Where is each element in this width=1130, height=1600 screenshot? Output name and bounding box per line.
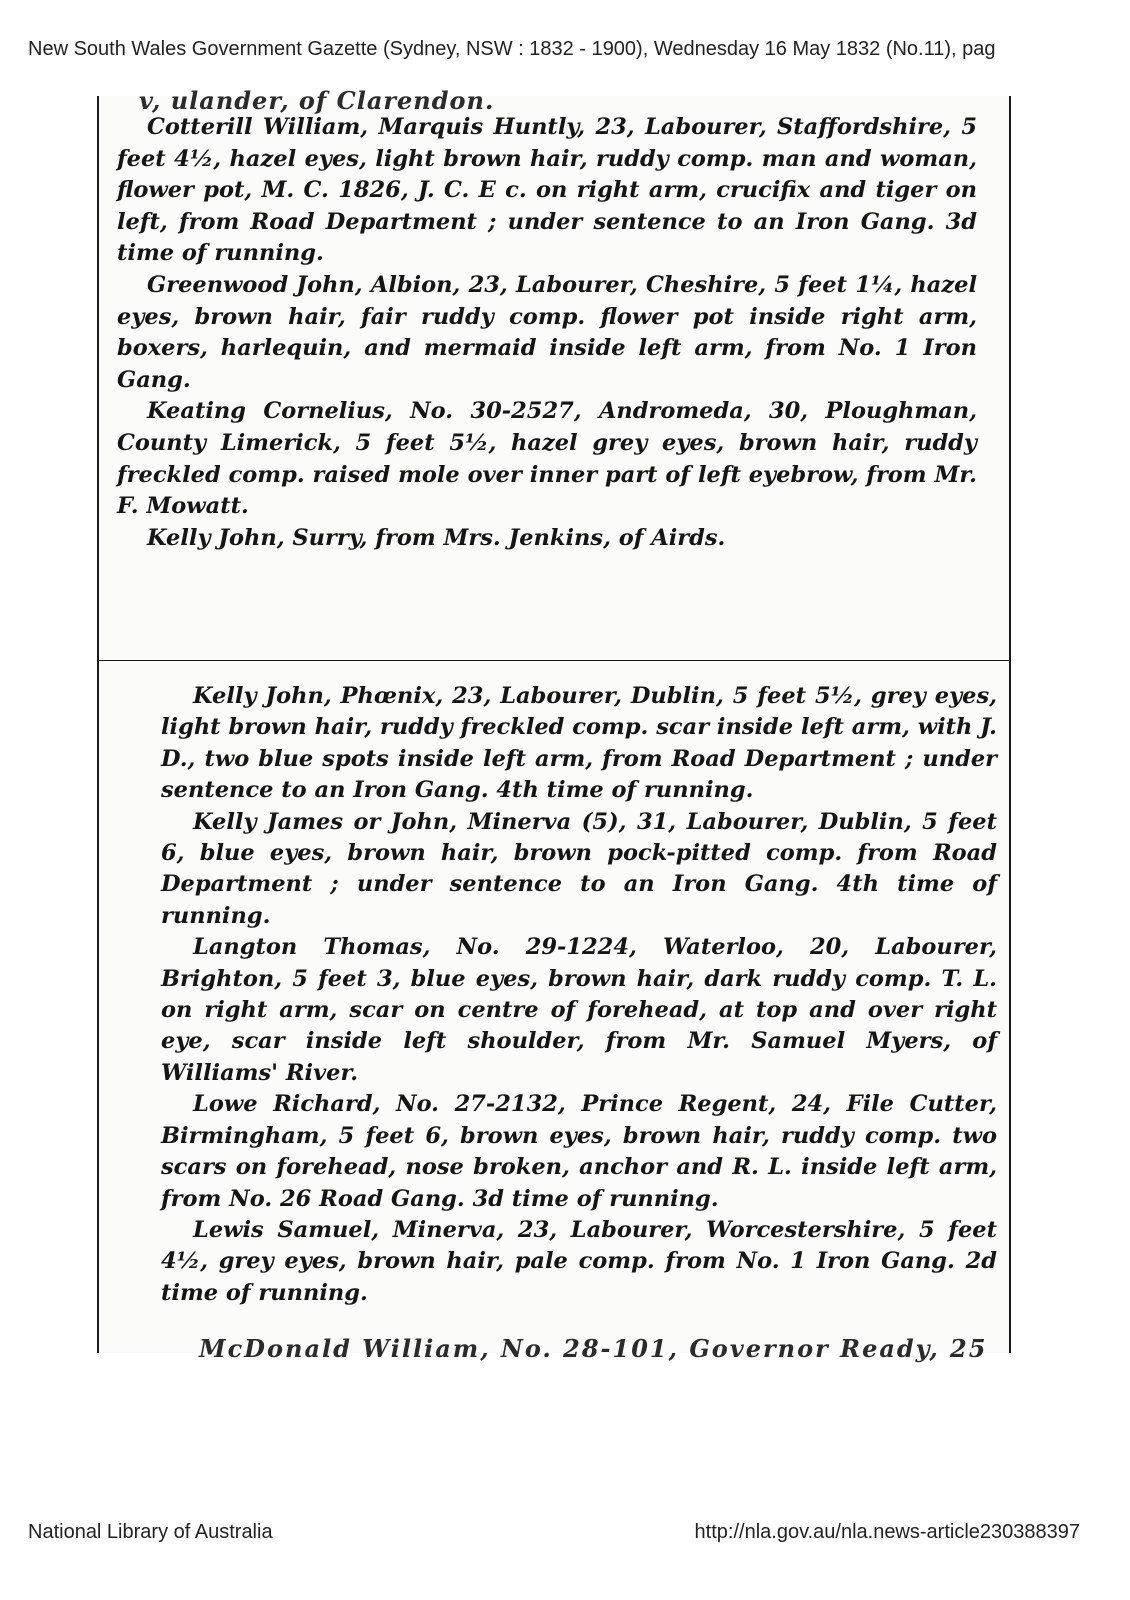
notice-entry: Lowe Richard, No. 27-2132, Prince Regent, 24, File Cutter, Birmingham, 5 feet 6, brown eyes, brown hair, ruddy comp. two scars on forehead, nose broken, anchor and R. L. inside left arm, from No. 26 Road Gang. 3d time of running. xyxy=(161,1091,997,1212)
notice-list-top xyxy=(99,110,1009,554)
article-clipping-top xyxy=(97,86,1011,662)
article-url[interactable]: http://nla.gov.au/nla.news-article230388397 xyxy=(694,1521,1080,1543)
notice-entry: Kelly John, Surry, from Mrs. Jenkins, of Airds. xyxy=(147,524,726,551)
notice-entry: Kelly James or John, Minerva (5), 31, Labourer, Dublin, 5 feet 6, blue eyes, brown hair, brown pock-pitted comp. from Road Department ; under sentence to an Iron Gang. 4th time of running. xyxy=(161,808,997,929)
article-clipping-bottom xyxy=(97,661,1011,1363)
notice-entry: Kelly John, Phœnix, 23, Labourer, Dublin, 5 feet 5½, grey eyes, light brown hair, ruddy freckled comp. scar inside left arm, with J. D., two blue spots inside left arm, from Road Department ; under sentence to an Iron Gang. 4th time of running. xyxy=(161,683,997,804)
notice-entry: Greenwood John, Albion, 23, Labourer, Cheshire, 5 feet 1¼, hazel eyes, brown hair, fair ruddy comp. flower pot inside right arm, boxers, harlequin, and mermaid inside left arm, from No. 1 Iron Gang. xyxy=(117,271,977,393)
notice-entry: Langton Thomas, No. 29-1224, Waterloo, 20, Labourer, Brighton, 5 feet 3, blue eyes, brown hair, dark ruddy comp. T. L. on right arm, scar on centre of forehead, at top and over right eye, scar inside left shoulder, from Mr. Samuel Myers, of Williams' River. xyxy=(161,934,997,1086)
notice-entry: Cotterill William, Marquis Huntly, 23, Labourer, Staffordshire, 5 feet 4½, hazel eyes, light brown hair, ruddy comp. man and woman, flower pot, M. C. 1826, J. C. E c. on right arm, crucifix and tiger on left, from Road Department ; under sentence to an Iron Gang. 3d time of running. xyxy=(117,114,977,267)
citation-header: New South Wales Government Gazette (Sydney, NSW : 1832 - 1900), Wednesday 16 May 1832 (No.11), pag xyxy=(28,38,996,60)
notice-list-bottom xyxy=(99,661,1009,1309)
notice-entry: Lewis Samuel, Minerva, 23, Labourer, Worcestershire, 5 feet 4½, grey eyes, brown hair, pale comp. from No. 1 Iron Gang. 2d time of running. xyxy=(161,1216,997,1306)
notice-entry: Keating Cornelius, No. 30-2527, Andromeda, 30, Ploughman, County Limerick, 5 feet 5½, hazel grey eyes, brown hair, ruddy freckled comp. raised mole over inner part of left eyebrow, from Mr. F. Mowatt. xyxy=(117,398,977,520)
source-credit: National Library of Australia xyxy=(28,1521,273,1543)
cutoff-text-bottom: McDonald William, No. 28-101, Governor Ready, 25 xyxy=(199,1334,988,1363)
cutoff-text-top: v, ulander, of Clarendon. xyxy=(139,86,495,115)
